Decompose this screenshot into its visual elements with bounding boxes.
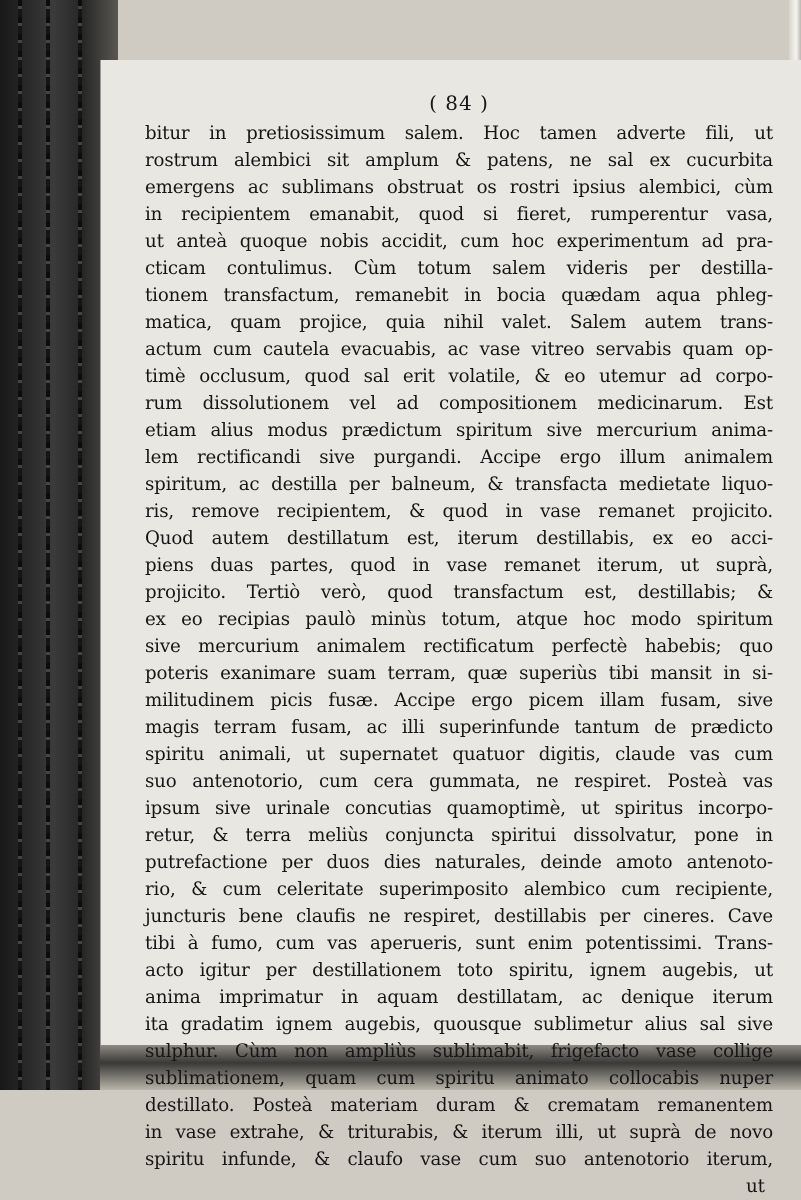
text-line: rio, & cum celeritate superimposito alembico cum recipiente, [145, 879, 773, 900]
text-line: rum dissolutionem vel ad compositionem medicinarum. Est [145, 393, 773, 414]
text-line: juncturis bene claufis ne respiret, destillabis per cineres. Cave [145, 906, 773, 927]
text-line: spiritum, ac destilla per balneum, & transfacta medietate liquo- [145, 474, 773, 495]
text-line: bitur in pretiosissimum salem. Hoc tamen adverte fili, ut [145, 123, 773, 144]
catchword: ut [745, 1176, 765, 1197]
text-line: lem rectificandi sive purgandi. Accipe ergo illum animalem [145, 447, 773, 468]
text-line: projicito. Tertiò verò, quod transfactum est, destillabis; & [145, 582, 773, 603]
text-line: matica, quam projice, quia nihil valet. Salem autem trans- [145, 312, 773, 333]
text-line: magis terram fusam, ac illi superinfunde tantum de prædicto [145, 717, 773, 738]
text-line: Quod autem destillatum est, iterum destillabis, ex eo acci- [145, 528, 773, 549]
text-line: cticam contulimus. Cùm totum salem videris per destilla- [145, 258, 773, 279]
text-line: ris, remove recipientem, & quod in vase remanet projicito. [145, 501, 773, 522]
page-number: ( 84 ) [429, 91, 489, 115]
text-line: ex eo recipias paulò minùs totum, atque hoc modo spiritum [145, 609, 773, 630]
text-line: actum cum cautela evacuabis, ac vase vitreo servabis quam op- [145, 339, 773, 360]
text-line: tibi à fumo, cum vas aperueris, sunt enim potentissimi. Trans- [145, 933, 773, 954]
text-line: spiritu animali, ut supernatet quatuor digitis, claude vas cum [145, 744, 773, 765]
text-line: suo antenotorio, cum cera gummata, ne respiret. Posteà vas [145, 771, 773, 792]
text-line: piens duas partes, quod in vase remanet iterum, ut suprà, [145, 555, 773, 576]
text-line: ut anteà quoque nobis accidit, cum hoc experimentum ad pra- [145, 231, 773, 252]
text-line: anima imprimatur in aquam destillatam, ac denique iterum [145, 987, 773, 1008]
text-line: ita gradatim ignem augebis, quousque sublimetur alius sal sive [145, 1014, 773, 1035]
text-line: putrefactione per duos dies naturales, deinde amoto antenoto- [145, 852, 773, 873]
text-lines [145, 120, 773, 1173]
text-line: retur, & terra meliùs conjuncta spiritui dissolvatur, pone in [145, 825, 773, 846]
text-line: sive mercurium animalem rectificatum perfectè habebis; quo [145, 636, 773, 657]
text-line: spiritu infunde, & claufo vase cum suo antenotorio iterum, [145, 1149, 773, 1170]
text-line: poteris exanimare suam terram, quæ superiùs tibi mansit in si- [145, 663, 773, 684]
text-line: rostrum alembici sit amplum & patens, ne sal ex cucurbita [145, 150, 773, 171]
text-line: timè occlusum, quod sal erit volatile, & eo utemur ad corpo- [145, 366, 773, 387]
binding-stitch [46, 0, 50, 1090]
text-line: acto igitur per destillationem toto spiritu, ignem augebis, ut [145, 960, 773, 981]
text-line: etiam alius modus prædictum spiritum sive mercurium anima- [145, 420, 773, 441]
text-line: destillato. Posteà materiam duram & crematam remanentem [145, 1095, 773, 1116]
binding-stitch [18, 0, 22, 1090]
text-line: emergens ac sublimans obstruat os rostri ipsius alembici, cùm [145, 177, 773, 198]
text-line: ipsum sive urinale concutias quamoptimè, ut spiritus incorpo- [145, 798, 773, 819]
text-line: tionem transfactum, remanebit in bocia quædam aqua phleg- [145, 285, 773, 306]
text-line: sulphur. Cùm non ampliùs sublimabit, frigefacto vase collige [145, 1041, 773, 1062]
page-text [145, 90, 773, 1200]
text-line: sublimationem, quam cum spiritu animato collocabis nuper [145, 1068, 773, 1089]
binding-stitch [78, 0, 82, 1090]
text-line: in recipientem emanabit, quod si fieret, rumperentur vasa, [145, 204, 773, 225]
text-line: militudinem picis fusæ. Accipe ergo picem illam fusam, sive [145, 690, 773, 711]
text-line: in vase extrahe, & triturabis, & iterum illi, ut suprà de novo [145, 1122, 773, 1143]
